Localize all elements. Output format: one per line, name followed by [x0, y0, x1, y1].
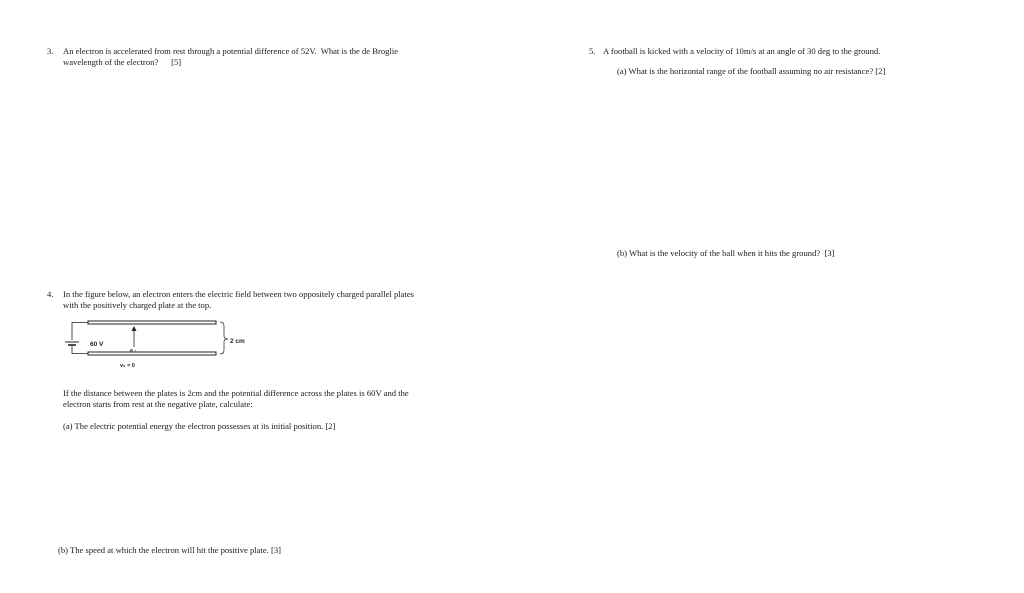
question-5-part-b: (b) What is the velocity of the ball when it hits the ground? [3] — [617, 248, 835, 258]
question-5-part-a: (a) What is the horizontal range of the football assuming no air resistance? [2] — [617, 66, 886, 76]
question-5-text: A football is kicked with a velocity of 10m/s at an angle of 30 deg to the ground. — [603, 46, 881, 56]
wire-bottom — [72, 346, 88, 354]
question-4-part-b: (b) The speed at which the electron will hit the positive plate. [3] — [58, 545, 281, 555]
question-4-text-line-1: In the figure below, an electron enters the electric field between two oppositely charged parallel plates — [63, 289, 415, 299]
electron-label: e - — [130, 348, 137, 354]
question-3-text-line-1: An electron is accelerated from rest through a potential difference of 52V. What is the de Broglie — [63, 46, 399, 56]
distance-label: 2 cm — [230, 338, 245, 345]
question-4-number: 4. — [47, 289, 54, 299]
question-3-text-line-2: wavelength of the electron? [5] — [63, 57, 182, 67]
question-5-number: 5. — [589, 46, 596, 56]
positive-plate — [88, 321, 216, 324]
distance-brace — [220, 322, 228, 354]
wire-top — [72, 323, 88, 341]
question-4-part-a: (a) The electric potential energy the electron possesses at its initial position. [2] — [63, 421, 336, 431]
question-4-body-line-1: If the distance between the plates is 2cm and the potential difference across the plates is 60V and the — [63, 388, 409, 398]
question-3-number: 3. — [47, 46, 54, 56]
question-4-text-line-2: with the positively charged plate at the top. — [63, 300, 212, 310]
arrow-up-icon — [132, 326, 137, 331]
negative-plate — [88, 352, 216, 355]
initial-velocity-label: v₀ = 0 — [120, 363, 135, 369]
voltage-label: 60 V — [90, 341, 104, 348]
parallel-plates-figure — [60, 316, 260, 376]
question-4-body-line-2: electron starts from rest at the negative plate, calculate: — [63, 399, 253, 409]
